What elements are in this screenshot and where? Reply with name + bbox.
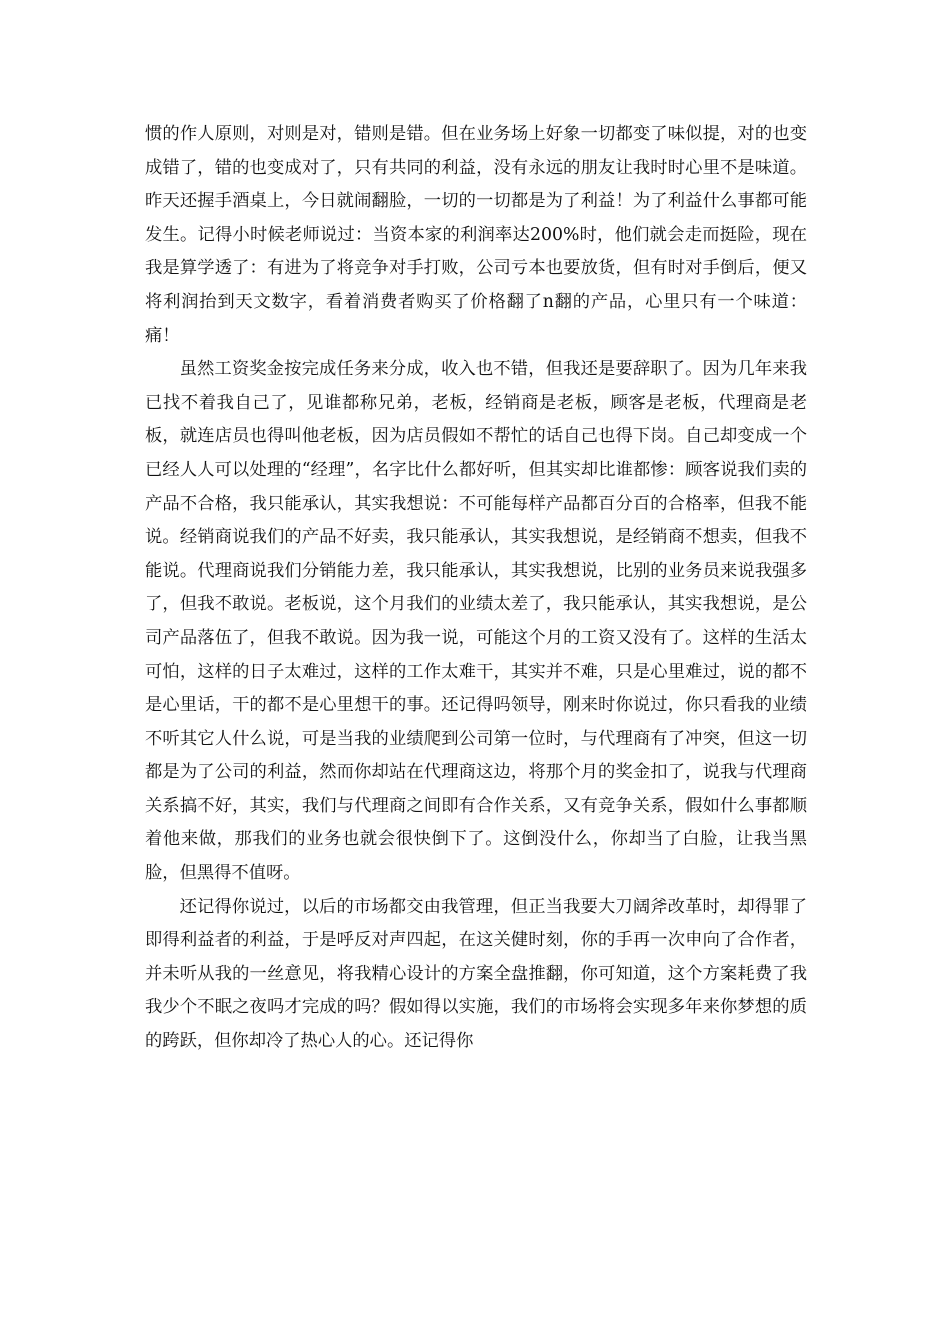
- document-page: [145, 118, 807, 1059]
- paragraph-market-reform: 还记得你说过，以后的市场都交由我管理，但正当我要大刀阔斧改革时，却得罪了即得利益者的利益，于是呼反对声四起，在这关健时刻，你的手再一次申向了合作者，并未听从我的一丝意见，将我精心设计的方案全盘推翻，你可知道，这个方案耗费了我我少个不眠之夜吗才完成的吗？假如得以实施，我们的市场将会实现多年来你梦想的质的跨跃，但你却冷了热心人的心。还记得你: [145, 896, 807, 1052]
- paragraph-continued: 惯的作人原则，对则是对，错则是错。但在业务场上好象一切都变了味似提，对的也变成错了，错的也变成对了，只有共同的利益，没有永远的朋友让我时时心里不是味道。昨天还握手酒桌上，今日就闹翻脸，一切的一切都是为了利益！为了利益什么事都可能发生。记得小时候老师说过：当资本家的利润率达200%时，他们就会走而挺险，现在我是算学透了：有进为了将竞争对手打败，公司亏本也要放货，但有时对手倒后，便又将利润抬到天文数字，看着消费者购买了价格翻了n翻的产品，心里只有一个味道：痛！: [145, 124, 807, 346]
- paragraph-resignation-reasons: 虽然工资奖金按完成任务来分成，收入也不错，但我还是要辞职了。因为几年来我已找不着我自己了，见谁都称兄弟，老板，经销商是老板，顾客是老板，代理商是老板，就连店员也得叫他老板，因为店员假如不帮忙的话自己也得下岗。自己却变成一个已经人人可以处理的“经理”，名字比什么都好听，但其实却比谁都惨：顾客说我们卖的产品不合格，我只能承认，其实我想说：不可能每样产品都百分百的合格率，但我不能说。经销商说我们的产品不好卖，我只能承认，其实我想说，是经销商不想卖，但我不能说。代理商说我们分销能力差，我只能承认，其实我想说，比别的业务员来说我强多了，但我不敢说。老板说，这个月我们的业绩太差了，我只能承认，其实我想说，是公司产品落伍了，但我不敢说。因为我一说，可能这个月的工资又没有了。这样的生活太可怕，这样的日子太难过，这样的工作太难干，其实并不难，只是心里难过，说的都不是心里话，干的都不是心里想干的事。还记得吗领导，刚来时你说过，你只看我的业绩不听其它人什么说，可是当我的业绩爬到公司第一位时，与代理商有了冲突，但这一切都是为了公司的利益，然而你却站在代理商这边，将那个月的奖金扣了，说我与代理商关系搞不好，其实，我们与代理商之间即有合作关系，又有竞争关系，假如什么事都顺着他来做，那我们的业务也就会很快倒下了。这倒没什么，你却当了白脸，让我当黑脸，但黑得不值呀。: [145, 359, 807, 884]
